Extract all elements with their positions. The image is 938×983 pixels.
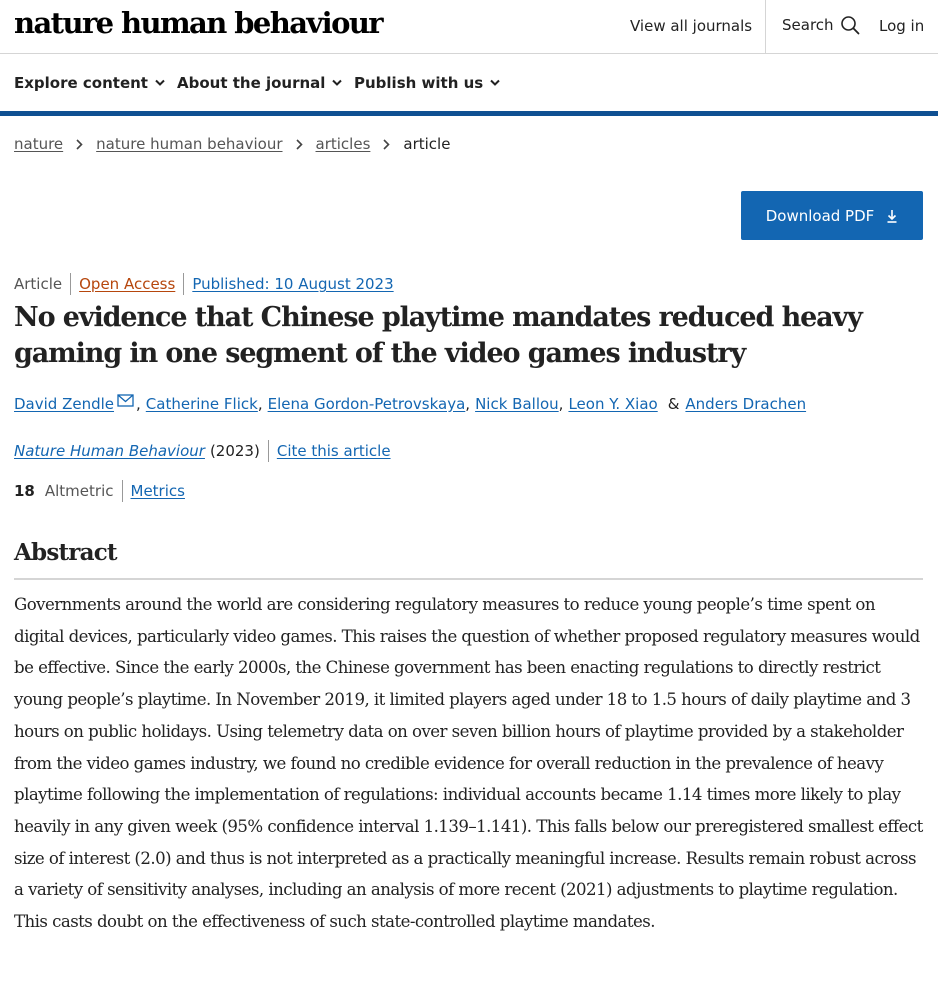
published-date-link[interactable]: Published: 10 August 2023: [192, 275, 394, 293]
cite-article-link[interactable]: Cite this article: [276, 442, 391, 460]
abstract-text: Governments around the world are considering regulatory measures to reduce young people’s time spent on digital devices, particularly video games. This raises the question of whether proposed regulatory measures would be effective. Since the early 2000s, the Chinese government has been enacting regulations to directly restrict young people’s playtime. In November 2019, it limited players aged under 18 to 1.5 hours of daily playtime and 3 hours on public holidays. Using telemetry data on over seven billion hours of playtime provided by a stakeholder from the video games industry, we found no credible evidence for overall reduction in the prevalence of heavy playtime following the implementation of regulations: individual accounts became 1.14 times more likely to play heavily in any given week (95% confidence interval 1.139–1.141). This falls below our preregistered smallest effect size of interest (2.0) and thus is not interpreted as a practically meaningful increase. Results remain robust across a variety of sensitivity analyses, including an analysis of more recent (2021) adjustments to playtime regulation. This casts doubt on the effectiveness of such state-controlled playtime mandates.: [14, 595, 923, 932]
email-icon[interactable]: [117, 394, 134, 407]
author-link[interactable]: Anders Drachen: [685, 394, 807, 413]
search-label: Search: [782, 16, 834, 34]
author-link[interactable]: Leon Y. Xiao: [568, 394, 658, 413]
abstract-heading: Abstract: [14, 539, 117, 566]
meta-divider: [70, 273, 71, 295]
article-meta: [14, 273, 394, 295]
citation-line: [14, 440, 391, 462]
nav-publish-with-us[interactable]: [354, 74, 500, 92]
article-type: Article: [14, 275, 63, 293]
login-link[interactable]: Log in: [879, 17, 925, 35]
nav-label: About the journal: [177, 74, 326, 92]
search-icon: [840, 15, 860, 35]
abstract-divider: [14, 578, 923, 580]
chevron-down-icon: [332, 79, 342, 87]
search-button[interactable]: [782, 15, 860, 35]
metrics-link[interactable]: Metrics: [130, 482, 185, 500]
article-title: No evidence that Chinese playtime mandates reduced heavy gaming in one segment of the video games industry: [14, 302, 862, 369]
chevron-right-icon: [76, 139, 83, 150]
breadcrumb-nature[interactable]: nature: [14, 135, 64, 153]
breadcrumb: [14, 135, 450, 153]
download-pdf-button[interactable]: [741, 191, 923, 240]
breadcrumb-articles[interactable]: articles: [315, 135, 371, 153]
author-comma: ,: [136, 394, 141, 413]
author-comma: ,: [558, 394, 564, 413]
author-comma: ,: [257, 394, 263, 413]
nav-label: Publish with us: [354, 74, 484, 92]
author-list: [14, 394, 806, 413]
header-divider: [765, 0, 766, 54]
author-comma: ,: [465, 394, 471, 413]
meta-divider: [268, 440, 269, 462]
author-link[interactable]: David Zendle: [14, 394, 115, 413]
chevron-right-icon: [383, 139, 390, 150]
publication-year: (2023): [209, 442, 260, 460]
nav-label: Explore content: [14, 74, 148, 92]
author-link[interactable]: Elena Gordon-Petrovskaya: [267, 394, 466, 413]
author-link[interactable]: Nick Ballou: [475, 394, 559, 413]
journal-name-link[interactable]: Nature Human Behaviour: [14, 442, 205, 460]
metrics-line: [14, 480, 185, 502]
open-access-link[interactable]: Open Access: [79, 275, 176, 293]
download-icon: [886, 209, 898, 223]
site-logo[interactable]: nature human behaviour: [14, 6, 382, 40]
nav-about-journal[interactable]: [177, 74, 342, 92]
breadcrumb-journal[interactable]: nature human behaviour: [96, 135, 283, 153]
author-link[interactable]: Catherine Flick: [145, 394, 258, 413]
altmetric-count: 18: [14, 482, 35, 500]
meta-divider: [122, 480, 123, 502]
author-ampersand: &: [667, 394, 680, 413]
download-label: Download PDF: [765, 206, 875, 225]
nav-explore-content[interactable]: [14, 74, 165, 92]
chevron-down-icon: [155, 79, 165, 87]
meta-divider: [183, 273, 184, 295]
chevron-down-icon: [490, 79, 500, 87]
site-header: [0, 0, 938, 54]
view-all-journals-link[interactable]: View all journals: [630, 17, 753, 35]
altmetric-label: Altmetric: [44, 482, 114, 500]
main-nav: [0, 54, 938, 116]
chevron-right-icon: [296, 139, 303, 150]
breadcrumb-current: article: [403, 135, 451, 153]
